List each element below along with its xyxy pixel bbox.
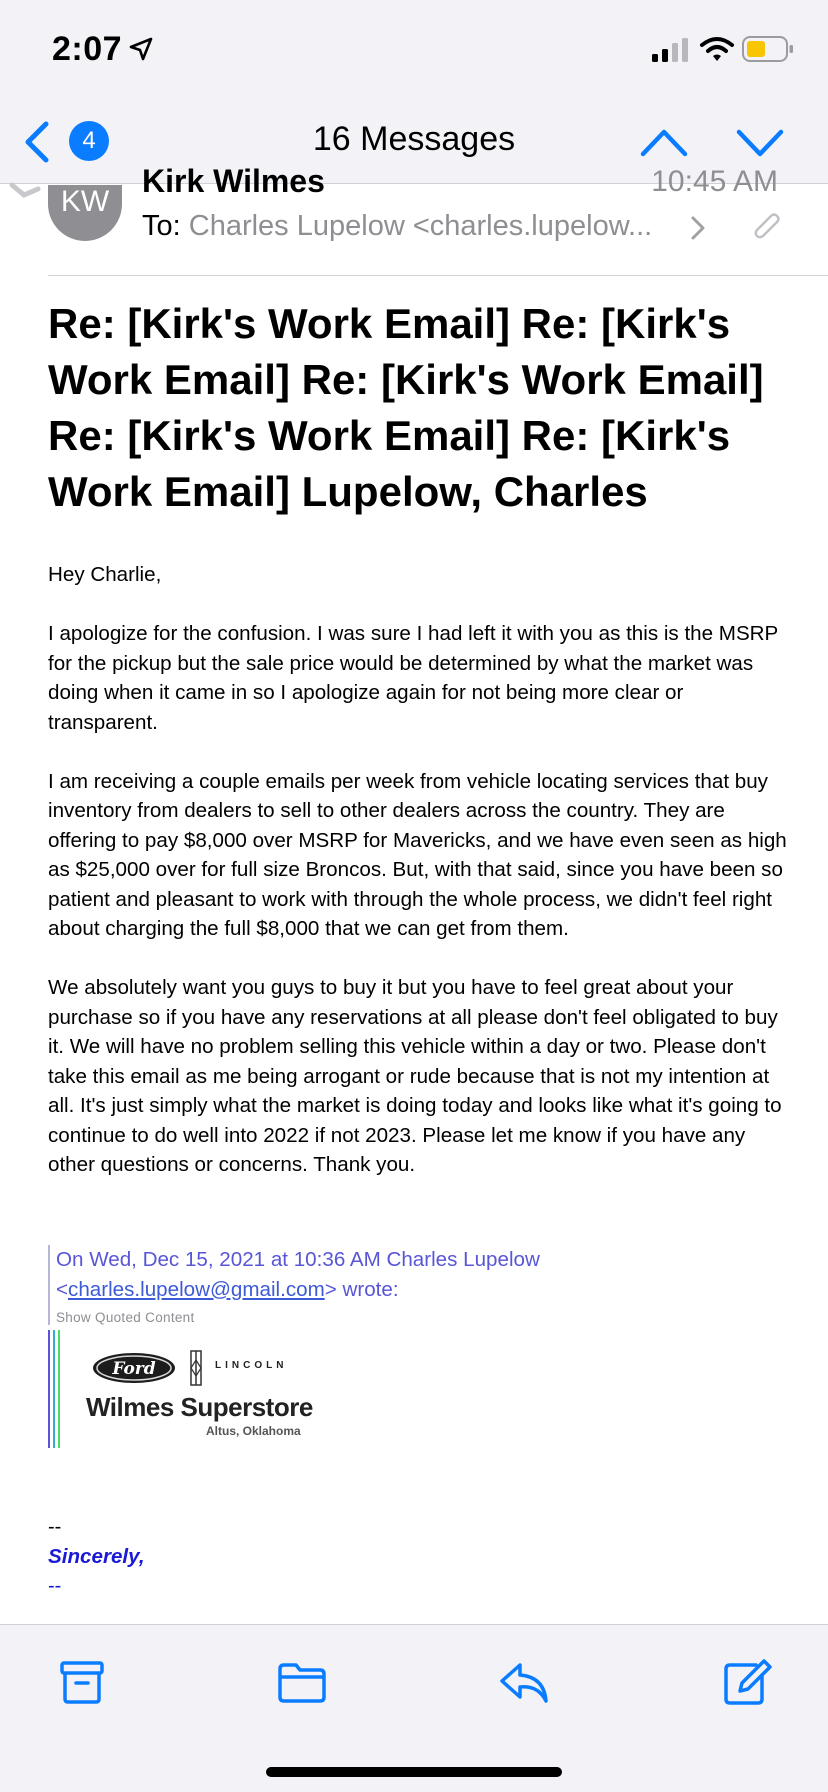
body-paragraph: We absolutely want you guys to buy it but you have to feel great about your purchase so if you have any reservations at all please don't feel obligated to buy it. We will have no problem selling this vehicle within a day or two. Please don't take this email as me being arrogant or rude because that is not my intention at all. It's just simply what the market is doing today and looks like what it's going to continue to do well into 2022 if not 2023. Please let me know if you have any other questions or concerns. Thank you. — [48, 976, 782, 1176]
email-body — [48, 560, 788, 1209]
header-divider — [48, 275, 828, 276]
body-paragraph: I apologize for the confusion. I was sure I had left it with you as this is the MSRP for the pickup but the sale price would be determined by what the market was doing when it came in so I apologize again for not being more clear or transparent. — [48, 622, 778, 734]
next-message-chevron-down-icon[interactable] — [736, 122, 784, 162]
recipient-value[interactable]: Charles Lupelow <charles.lupelow... — [188, 210, 653, 242]
reply-icon[interactable] — [498, 1657, 550, 1707]
quote-sender-line — [56, 1275, 788, 1305]
dealer-logo — [48, 1330, 348, 1448]
lincoln-wordmark: LINCOLN — [215, 1360, 288, 1371]
sender-name[interactable]: Kirk Wilmes — [142, 163, 325, 199]
dealer-location: Altus, Oklahoma — [206, 1424, 301, 1438]
body-paragraph: I am receiving a couple emails per week from vehicle locating services that buy inventory from dealers to sell to other dealers across the country. They are offering to pay $8,000 over MSRP for Mavericks, and we have even seen as high as $25,000 over for full size Broncos. But, with that said, since you have been so patient and pleasant to work with through the whole process, we didn't feel right about charging the full $8,000 that we can get from them. — [48, 769, 787, 940]
replied-indicator-icon — [10, 185, 40, 201]
chevron-right-icon[interactable] — [690, 215, 706, 241]
quote-email-link[interactable]: charles.lupelow@gmail.com — [68, 1277, 325, 1301]
signature-sincerely: Sincerely, — [48, 1545, 145, 1568]
to-label: To: — [142, 210, 181, 242]
quote-wrote: > wrote: — [324, 1277, 399, 1301]
signature-separator: -- — [48, 1575, 62, 1597]
folder-icon[interactable] — [276, 1657, 328, 1707]
quote-bar — [48, 1330, 50, 1448]
status-bar — [0, 0, 828, 100]
paperclip-icon — [752, 211, 782, 243]
show-quoted-content-button[interactable]: Show Quoted Content — [56, 1310, 195, 1325]
home-indicator[interactable] — [266, 1767, 562, 1777]
compose-icon[interactable] — [720, 1657, 772, 1707]
ford-wordmark: Ford — [112, 1359, 156, 1379]
email-subject: Re: [Kirk's Work Email] Re: [Kirk's Work Email] Re: [Kirk's Work Email] Re: [Kirk's Work Email] Re: [Kirk's Work Email] Lupelow, Charles — [48, 300, 764, 515]
bottom-toolbar — [0, 1624, 828, 1792]
quote-bar — [53, 1330, 55, 1448]
wifi-icon — [700, 36, 734, 62]
back-chevron-icon[interactable] — [22, 120, 54, 164]
avatar-initials: KW — [60, 185, 110, 218]
avatar[interactable] — [48, 185, 122, 241]
quote-lt: < — [56, 1277, 69, 1301]
dealer-name: Wilmes Superstore — [86, 1392, 313, 1422]
battery-icon — [742, 36, 794, 62]
recipient-line[interactable] — [142, 210, 652, 243]
message-header[interactable] — [0, 163, 828, 277]
quote-intro: On Wed, Dec 15, 2021 at 10:36 AM Charles Lupelow — [56, 1248, 540, 1271]
status-time: 2:07 — [52, 30, 123, 68]
quote-bar — [58, 1330, 60, 1448]
previous-message-chevron-up-icon[interactable] — [640, 122, 688, 162]
body-paragraph: Hey Charlie, — [48, 563, 162, 586]
lincoln-star-icon — [189, 1350, 203, 1386]
message-time: 10:45 AM — [651, 165, 778, 198]
thread-title: 16 Messages — [312, 120, 516, 158]
signature-separator: -- — [48, 1516, 62, 1538]
unread-count-badge[interactable]: 4 — [69, 121, 109, 161]
ford-oval-logo — [92, 1352, 176, 1384]
archive-icon[interactable] — [56, 1657, 108, 1707]
location-arrow-icon — [128, 36, 154, 62]
quoted-header — [48, 1245, 788, 1325]
cellular-signal-icon — [652, 38, 690, 62]
